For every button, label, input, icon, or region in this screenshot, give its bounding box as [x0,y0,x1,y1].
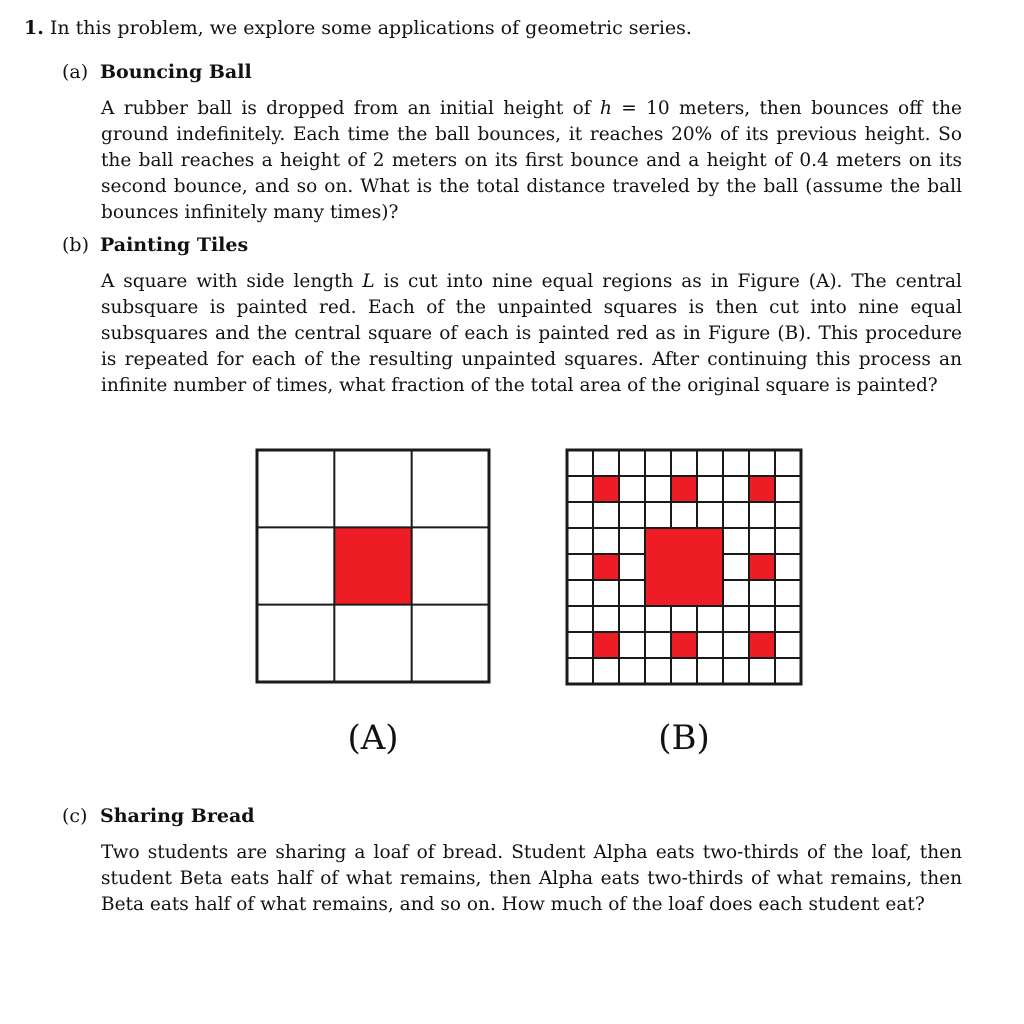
figure-a-caption: (A) [347,718,399,758]
painted-square [334,527,411,604]
part-b [62,232,962,399]
painted-square [645,528,723,606]
painted-square [671,632,697,658]
problem-intro-text: In this problem, we explore some applications of geometric series. [49,17,692,39]
painted-square [593,632,619,658]
var-L: L [362,271,375,292]
figure-b [565,448,803,686]
part-a [62,59,962,226]
figure-a [255,448,491,686]
painted-square [593,554,619,580]
part-b-text: A square with side length L is cut into nine equal regions as in Figure (A). The central subsquare is painted red. Each of the unpainted squares is then cut into nine equal subsquares and the central square of each is painted red as in Figure (B). This procedure is repeated for each of the resulting unpainted squares. After continuing this process an infinite number of times, what fraction of the total area of the original square is painted? [101,271,962,396]
part-a-title: Bouncing Ball [100,61,252,83]
part-c-title: Sharing Bread [100,805,255,827]
painted-square [749,632,775,658]
part-c [62,803,962,918]
problem-number: 1. [24,17,44,39]
painted-square [749,554,775,580]
painted-square [749,476,775,502]
part-a-text: A rubber ball is dropped from an initial height of h = 10 meters, then bounces off the ground indefinitely. Each time the ball bounces, it reaches 20% of its previous height. So the ball reaches a height of 2 meters on its first bounce and a height of 0.4 meters on its second bounce, and so on. What is the total distance traveled by the ball (assume the ball bounces infinitely many times)? [101,98,962,223]
part-b-label: (b) [62,234,89,256]
figure-b-caption: (B) [658,718,710,758]
var-h: h [599,98,612,119]
problem-intro [24,15,984,41]
part-a-label: (a) [62,61,89,83]
painted-square [671,476,697,502]
part-b-title: Painting Tiles [100,234,249,256]
part-c-label: (c) [62,805,88,827]
painted-square [593,476,619,502]
part-c-text: Two students are sharing a loaf of bread. Student Alpha eats two-thirds of the loaf, then student Beta eats half of what remains, then Alpha eats two-thirds of what remains, then Beta eats half of what remains, and so on. How much of the loaf does each student eat? [101,842,962,915]
